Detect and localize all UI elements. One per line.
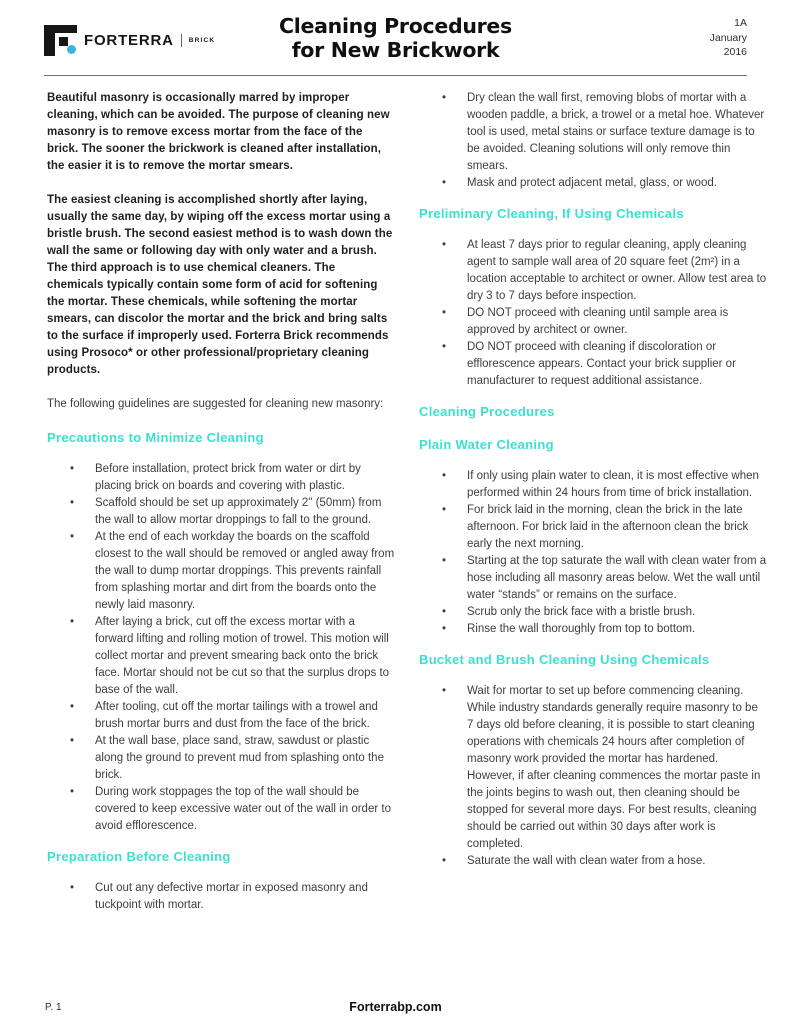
- list-item: • At least 7 days prior to regular cleaning, apply cleaning agent to sample wall area of 20 square feet (2m²) in a location acceptable to architect or owner. Allow test area to dry 3 to 7 days before inspection.: [419, 237, 767, 305]
- list-item: • After tooling, cut off the mortar tailings with a trowel and brush mortar burrs and dust from the face of the brick.: [47, 699, 395, 733]
- list-item: • If only using plain water to clean, it is most effective when performed within 24 hours from time of brick installation.: [419, 468, 767, 502]
- list-item: • Before installation, protect brick from water or dirt by placing brick on boards and covering with plastic.: [47, 461, 395, 495]
- document-header: [0, 0, 791, 62]
- page-number: P. 1: [45, 1002, 62, 1013]
- section-heading-bucket-brush: Bucket and Brush Cleaning Using Chemicals: [419, 652, 710, 668]
- list-item: • Scaffold should be set up approximately 2" (50mm) from the wall to allow mortar droppings to fall to the ground.: [47, 495, 395, 529]
- intro-paragraph-2: The easiest cleaning is accomplished shortly after laying, usually the same day, by wiping off the excess mortar using a bristle brush. The second easiest method is to wash down the wall the same or following day with only water and a brush. The third approach is to use chemical cleaners. The chemicals typically contain some form of acid for softening the mortar. These chemicals, while softening the mortar smears, can discolor the mortar and the brick and bring salts to the surface if improperly used. Forterra Brick recommends using Prosoco* or other professional/proprietary cleaning products.: [47, 194, 393, 377]
- list-item: • At the wall base, place sand, straw, sawdust or plastic along the ground to prevent mud from splashing onto the brick.: [47, 733, 395, 784]
- dry-clean-list: [419, 90, 767, 192]
- preliminary-list: [419, 237, 767, 390]
- list-item: • Mask and protect adjacent metal, glass, or wood.: [419, 175, 767, 192]
- section-heading-preliminary: Preliminary Cleaning, If Using Chemicals: [419, 206, 684, 222]
- logo-dot-icon: [67, 45, 76, 54]
- doc-ref-month: January: [709, 31, 747, 44]
- website-url: Forterrabp.com: [349, 1000, 442, 1014]
- list-item: • At the end of each workday the boards on the scaffold closest to the wall should be removed or angled away from the wall to dump mortar droppings. This prevents rainfall from splashing mortar and dirt from the boards onto the newly laid masonry.: [47, 529, 395, 614]
- bucket-brush-list: [419, 683, 767, 870]
- document-body: [0, 76, 791, 925]
- left-column: [47, 90, 395, 925]
- section-heading-precautions: Precautions to Minimize Cleaning: [47, 430, 264, 446]
- brand-name: FORTERRA: [84, 32, 174, 49]
- list-item: • For brick laid in the morning, clean the brick in the late afternoon. For brick laid in the afternoon clean the brick early the next morning.: [419, 502, 767, 553]
- list-item: • Cut out any defective mortar in exposed masonry and tuckpoint with mortar.: [47, 880, 395, 914]
- plain-water-list: [419, 468, 767, 638]
- document-reference: [532, 13, 747, 60]
- section-heading-cleaning-procedures: Cleaning Procedures: [419, 404, 555, 420]
- forterra-logo: [44, 25, 259, 56]
- page-title: [259, 13, 532, 62]
- intro-paragraph-1: Beautiful masonry is occasionally marred by improper cleaning, which can be avoided. The purpose of cleaning new masonry is to remove excess mortar from the face of the brick. The sooner the brickwork is cleaned after installation, the easier it is to remove the mortar smears.: [47, 92, 390, 173]
- page-title-line2: for New Brickwork: [291, 38, 500, 63]
- document-footer: [44, 998, 747, 1014]
- logo-divider: [181, 34, 182, 47]
- section-heading-preparation: Preparation Before Cleaning: [47, 849, 231, 865]
- page-title-line1: Cleaning Procedures: [279, 14, 512, 38]
- list-item: • After laying a brick, cut off the excess mortar with a forward lifting and rolling motion of trowel. This motion will collect mortar and prevent smearing back onto the brick face. Mortar should not be cut so that the surplus drops to base of the wall.: [47, 614, 395, 699]
- forterra-logo-icon: [44, 25, 77, 56]
- list-item: • DO NOT proceed with cleaning until sample area is approved by architect or owner.: [419, 305, 767, 339]
- right-column: [419, 90, 767, 925]
- list-item: • Dry clean the wall first, removing blobs of mortar with a wooden paddle, a brick, a trowel or a metal hoe. Whatever tool is used, metal stains or surface texture damage is to be avoided. Cleaning solutions will only remove thin smears.: [419, 90, 767, 175]
- list-item: • Saturate the wall with clean water from a hose.: [419, 853, 767, 870]
- preparation-list: [47, 880, 395, 914]
- list-item: • Rinse the wall thoroughly from top to bottom.: [419, 621, 767, 638]
- list-item: • Wait for mortar to set up before commencing cleaning. While industry standards generally require masonry to be 7 days old before cleaning, it is possible to start cleaning operations with chemicals 24 hours after completion of masonry work provided the mortar has hardened. However, if after cleaning commences the mortar paste in the joints begins to wash out, then cleaning should be stopped for several more days. For best results, cleaning should be carried out within 30 days after work is completed.: [419, 683, 767, 853]
- section-heading-plain-water: Plain Water Cleaning: [419, 437, 554, 453]
- list-item: • Starting at the top saturate the wall with clean water from a hose including all masonry areas below. Wet the wall until water “stands” or remains on the surface.: [419, 553, 767, 604]
- list-item: • During work stoppages the top of the wall should be covered to keep excessive water out of the wall in order to avoid efflorescence.: [47, 784, 395, 835]
- precautions-list: [47, 461, 395, 835]
- doc-ref-code: 1A: [734, 17, 747, 29]
- list-item: • DO NOT proceed with cleaning if discoloration or efflorescence appears. Contact your brick supplier or manufacturer to request additional assistance.: [419, 339, 767, 390]
- doc-ref-year: 2016: [723, 46, 747, 59]
- list-item: • Scrub only the brick face with a bristle brush.: [419, 604, 767, 621]
- brand-sub-label: BRICK: [188, 37, 216, 44]
- guidelines-paragraph: The following guidelines are suggested for cleaning new masonry:: [47, 398, 384, 411]
